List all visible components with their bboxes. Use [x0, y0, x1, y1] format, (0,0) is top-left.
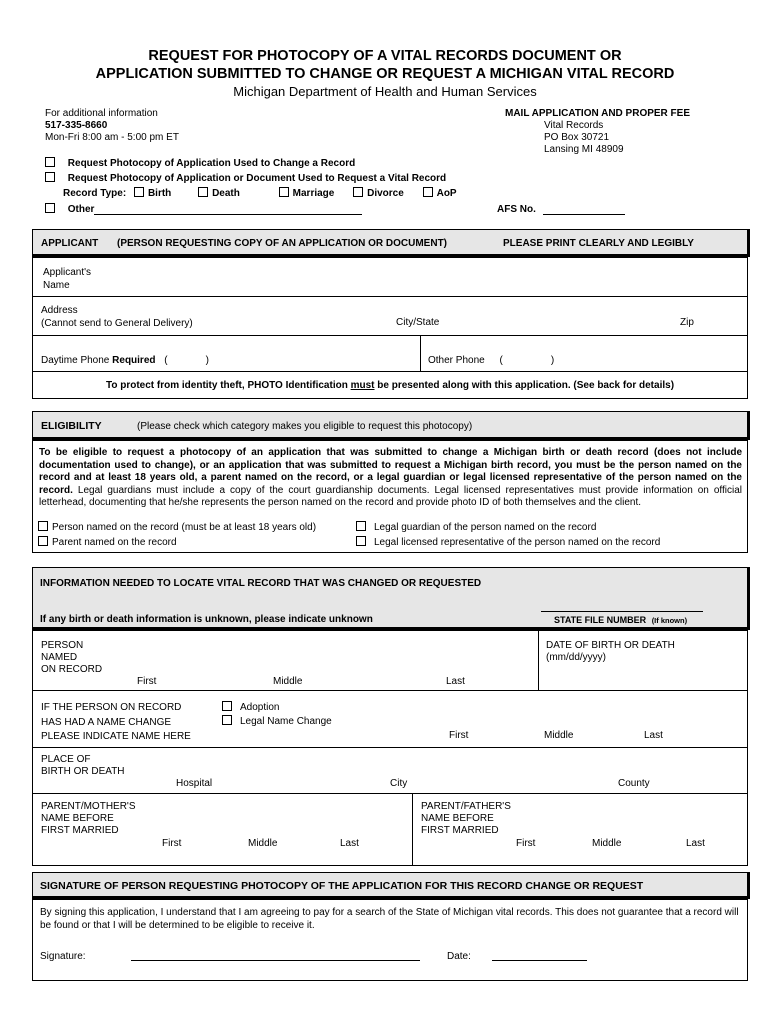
record-type-label: Record Type: [63, 188, 127, 199]
applicant-name-label-l2: Name [43, 280, 70, 291]
option-request-checkbox[interactable] [45, 172, 55, 182]
option-other[interactable] [45, 203, 362, 215]
applicant-header-desc: (PERSON REQUESTING COPY OF AN APPLICATION OR DOCUMENT) [117, 238, 448, 249]
nc-middle-label: Middle [544, 730, 574, 741]
applicant-name-label [43, 266, 91, 292]
person-middle-label: Middle [273, 676, 303, 687]
date-label: Date: [447, 951, 471, 962]
birth-label: Birth [147, 188, 172, 199]
state-file-number-label [554, 615, 687, 625]
address-label [41, 304, 193, 330]
person-named-l2: NAMED [41, 652, 78, 663]
eligibility-opt-guardian-checkbox[interactable] [356, 521, 366, 531]
option-change-label: Request Photocopy of Application Used to Change a Record [67, 158, 356, 169]
eligibility-opt-representative-label: Legal licensed representative of the person named on the record [374, 537, 661, 548]
death-label: Death [212, 188, 240, 199]
day-phone-paren-open: ( [164, 355, 168, 366]
contact-label: For additional information [45, 108, 158, 119]
dob-label [546, 640, 675, 664]
record-type-row [63, 187, 457, 199]
name-change-l3: PLEASE INDICATE NAME HERE [41, 731, 191, 742]
option-other-label: Other [67, 204, 95, 215]
record-type-death[interactable] [198, 188, 240, 199]
state-file-number-text: STATE FILE NUMBER [554, 615, 647, 625]
applicant-header-title: APPLICANT [41, 238, 99, 249]
form-title-line2: APPLICATION SUBMITTED TO CHANGE OR REQUEST A MICHIGAN VITAL RECORD [95, 66, 675, 82]
eligibility-opt-guardian-label: Legal guardian of the person named on the record [374, 522, 597, 533]
mother-name-l2: NAME BEFORE [41, 813, 114, 824]
record-type-birth[interactable] [134, 188, 171, 199]
city-label: City [390, 778, 408, 789]
applicant-header-right: PLEASE PRINT CLEARLY AND LEGIBLY [503, 238, 694, 249]
eligibility-opt-person-checkbox[interactable] [38, 521, 48, 531]
city-state-label: City/State [396, 317, 440, 328]
other-phone-paren-close: ) [550, 355, 555, 366]
mail-label: MAIL APPLICATION AND PROPER FEE [505, 108, 691, 119]
name-change-l2: HAS HAD A NAME CHANGE [41, 716, 172, 728]
person-named-l3: ON RECORD [41, 664, 103, 675]
record-type-aop[interactable] [423, 188, 457, 199]
father-name-l1: PARENT/FATHER'S [421, 801, 511, 812]
contact-phone: 517-335-8660 [45, 120, 108, 131]
dob-label-l1: DATE OF BIRTH OR DEATH [546, 640, 675, 651]
name-change-label [41, 701, 191, 745]
record-type-marriage[interactable] [279, 188, 335, 199]
father-name-label [421, 801, 511, 837]
option-request[interactable] [45, 172, 446, 184]
marriage-label: Marriage [292, 188, 335, 199]
eligibility-opt-person-label: Person named on the record (must be at least 18 years old) [52, 522, 317, 533]
person-named-label [41, 640, 102, 676]
afs-label: AFS No. [497, 204, 536, 215]
eligibility-paragraph-normal: Legal guardians must include a copy of the court guardianship documents. Legal licensed representatives must provide information on official letterhead, documenting that he/she represents the person named on the record and provide photo ID of both themselves and the client. [39, 484, 742, 508]
eligibility-opt-parent[interactable] [38, 536, 177, 548]
adoption-checkbox[interactable] [222, 701, 232, 711]
other-phone-paren-open: ( [499, 355, 503, 366]
day-phone-paren-close: ) [205, 355, 209, 366]
photo-id-notice-pre: To protect from identity theft, PHOTO Identification [105, 380, 351, 391]
person-last-label: Last [446, 676, 465, 687]
aop-label: AoP [436, 188, 457, 199]
mail-line3: Lansing MI 48909 [544, 144, 624, 155]
record-type-divorce[interactable] [353, 188, 404, 199]
photo-id-notice [32, 380, 748, 391]
option-change[interactable] [45, 157, 355, 169]
option-request-label: Request Photocopy of Application or Document Used to Request a Vital Record [67, 173, 447, 184]
other-phone-field[interactable] [428, 355, 554, 366]
aop-checkbox[interactable] [423, 187, 433, 197]
nc-last-label: Last [644, 730, 663, 741]
county-label: County [618, 778, 650, 789]
mail-address [544, 120, 624, 156]
afs-field [497, 203, 625, 215]
state-file-number-input[interactable] [541, 592, 703, 610]
legal-name-change-option[interactable] [222, 715, 332, 727]
marriage-checkbox[interactable] [279, 187, 289, 197]
eligibility-opt-parent-checkbox[interactable] [38, 536, 48, 546]
mother-first-label: First [162, 838, 182, 849]
place-label-l2: BIRTH OR DEATH [41, 766, 125, 777]
mother-name-l1: PARENT/MOTHER'S [41, 801, 136, 812]
father-last-label: Last [686, 838, 705, 849]
father-name-l3: FIRST MARRIED [421, 825, 499, 836]
mother-middle-label: Middle [248, 838, 278, 849]
place-label [41, 754, 125, 778]
eligibility-paragraph [39, 447, 742, 510]
mother-last-label: Last [340, 838, 359, 849]
contact-info [45, 108, 179, 144]
address-label-l2: (Cannot send to General Delivery) [41, 318, 193, 329]
eligibility-opt-representative-checkbox[interactable] [356, 536, 366, 546]
adoption-label: Adoption [240, 702, 280, 713]
mother-name-l3: FIRST MARRIED [41, 825, 119, 836]
info-box [32, 630, 748, 866]
place-label-l1: PLACE OF [41, 754, 91, 765]
photo-id-notice-must: must [350, 380, 375, 391]
signature-disclaimer: By signing this application, I understand that I am agreeing to pay for a search of the State of Michigan vital records. This does not guarantee that a record will be found or that I will be determined to be eligible to receive it. [40, 907, 739, 931]
adoption-option[interactable] [222, 701, 279, 713]
death-checkbox[interactable] [198, 187, 208, 197]
address-label-l1: Address [41, 305, 78, 316]
legal-name-change-label: Legal Name Change [240, 716, 332, 727]
legal-name-change-checkbox[interactable] [222, 715, 232, 725]
name-change-l1: IF THE PERSON ON RECORD [41, 702, 182, 713]
eligibility-header-title: ELIGIBILITY [41, 420, 102, 432]
info-header-title: INFORMATION NEEDED TO LOCATE VITAL RECORD THAT WAS CHANGED OR REQUESTED [40, 578, 482, 589]
photo-id-notice-post: be presented along with this application. (See back for details) [374, 380, 675, 391]
date-input-line[interactable] [492, 947, 587, 961]
day-phone-required: Required [112, 355, 156, 366]
state-file-if-known: (If known) [651, 616, 688, 625]
eligibility-header-desc: (Please check which category makes you eligible to request this photocopy) [137, 421, 473, 432]
signature-label: Signature: [40, 951, 86, 962]
option-other-checkbox[interactable] [45, 203, 55, 213]
eligibility-opt-parent-label: Parent named on the record [52, 537, 177, 548]
info-unknown-note: If any birth or death information is unknown, please indicate unknown [40, 614, 373, 625]
other-phone-label: Other Phone [428, 355, 485, 366]
eligibility-opt-representative[interactable] [356, 536, 660, 548]
mother-name-label [41, 801, 136, 837]
dob-label-l2: (mm/dd/yyyy) [546, 652, 606, 663]
signature-input-line[interactable] [131, 947, 420, 961]
department-name: Michigan Department of Health and Human Services [233, 84, 537, 99]
option-change-checkbox[interactable] [45, 157, 55, 167]
day-phone-label: Daytime Phone [41, 355, 110, 366]
nc-first-label: First [449, 730, 469, 741]
other-input-line[interactable] [94, 203, 362, 215]
hospital-label: Hospital [176, 778, 213, 789]
father-first-label: First [516, 838, 536, 849]
eligibility-opt-person[interactable] [38, 521, 316, 533]
birth-checkbox[interactable] [134, 187, 144, 197]
divorce-checkbox[interactable] [353, 187, 363, 197]
person-named-l1: PERSON [41, 640, 84, 651]
mail-line1: Vital Records [544, 120, 604, 131]
eligibility-paragraph-bold: To be eligible to request a photocopy of an application that was submitted to change a Michigan birth or death record (does not include documentation used to change), or an application that was submitted to request a Michigan birth record, you must be the person named on the record and at least 18 years old, a parent named on the record, or a legal guardian or legal licensed representative of the person named on the record. [39, 447, 742, 496]
day-phone-field[interactable] [41, 355, 209, 366]
person-first-label: First [137, 676, 157, 687]
contact-hours: Mon-Fri 8:00 am - 5:00 pm ET [45, 132, 179, 143]
zip-label: Zip [680, 317, 694, 328]
father-middle-label: Middle [592, 838, 622, 849]
afs-input-line[interactable] [543, 203, 625, 215]
father-name-l2: NAME BEFORE [421, 813, 494, 824]
mail-line2: PO Box 30721 [544, 132, 610, 143]
signature-header-title: SIGNATURE OF PERSON REQUESTING PHOTOCOPY OF THE APPLICATION FOR THIS RECORD CHANGE OR REQUEST [40, 880, 644, 892]
applicant-name-label-l1: Applicant's [43, 267, 92, 278]
applicant-name-input[interactable] [110, 262, 740, 292]
divorce-label: Divorce [367, 188, 404, 199]
eligibility-opt-guardian[interactable] [356, 521, 596, 533]
form-title-line1: REQUEST FOR PHOTOCOPY OF A VITAL RECORDS DOCUMENT OR [148, 48, 622, 64]
